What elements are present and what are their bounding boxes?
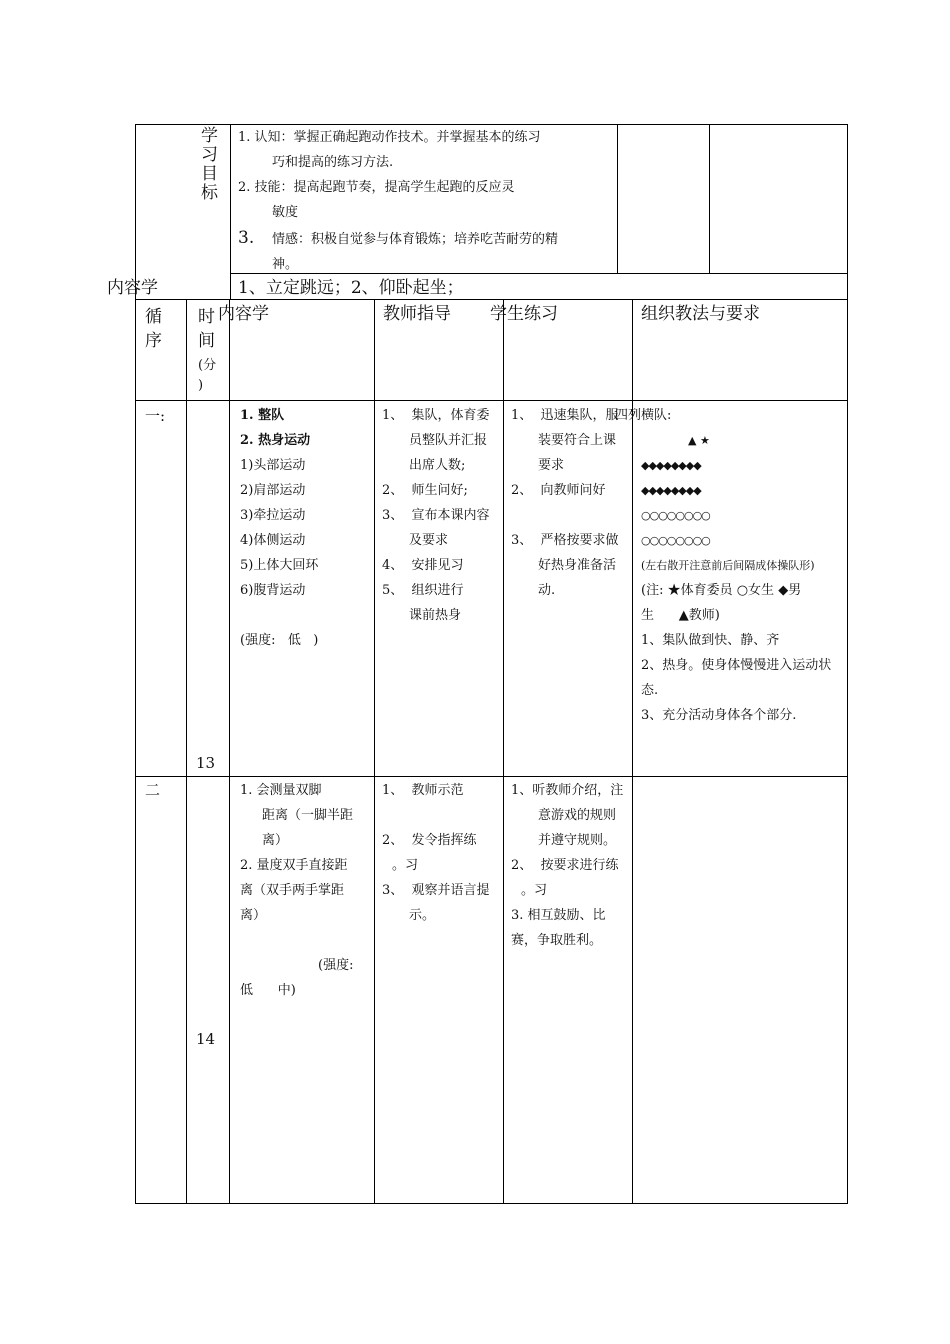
objectives-label: 学 习 目 标 [201, 126, 218, 203]
grid-line [709, 124, 710, 274]
student-item: 赛，争取胜利。 [511, 933, 603, 948]
section-time: 14 [196, 1030, 216, 1048]
grid-line [229, 299, 230, 1204]
org-point: 2、热身。使身体慢慢进入运动状 [641, 658, 832, 673]
header-teacher: 教师指导 [383, 304, 451, 324]
header-student: 学生练习 [490, 304, 558, 324]
student-item: 好热身准备活 [538, 558, 617, 573]
intensity-note: 低 中) [240, 983, 296, 998]
teacher-item: 及要求 [409, 533, 449, 548]
student-item: 3. 相互鼓励、比 [511, 908, 606, 923]
content-item: 2. 量度双手直接距 [240, 858, 348, 873]
content-item: 3)牵拉运动 [240, 508, 306, 523]
content-item: 距离（一脚半距 [262, 808, 354, 823]
content-row-text: 1、立定跳远；2、仰卧起坐； [238, 278, 464, 298]
grid-line [135, 776, 848, 777]
content-row-label: 内容学 [107, 278, 158, 298]
teacher-item: 2、 发令指挥练 [382, 833, 477, 848]
student-item: 并遵守规则。 [538, 833, 617, 848]
content-item: 离） [240, 908, 267, 923]
formation-legend: 生 ▲教师) [641, 608, 720, 623]
content-item: 2)肩部运动 [240, 483, 306, 498]
content-item: 6)腹背运动 [240, 583, 306, 598]
intensity-note: (强度: [318, 958, 354, 973]
header-seq: 循 序 [145, 307, 162, 351]
section-seq: 一: [145, 407, 166, 425]
objective-line: 神。 [272, 257, 299, 272]
grid-line [374, 299, 375, 1204]
student-item: 动. [538, 583, 556, 598]
objective-line: 巧和提高的练习方法. [272, 155, 394, 170]
teacher-item: 1、 集队，体育委 [382, 408, 490, 423]
content-item: 1. 整队 [240, 408, 285, 423]
teacher-item: 3、 观察并语言提 [382, 883, 490, 898]
header-org: 组织教法与要求 [641, 304, 760, 324]
org-point: 3、充分活动身体各个部分. [641, 708, 797, 723]
grid-line [186, 299, 187, 1204]
org-point: 1、集队做到快、静、齐 [641, 633, 780, 648]
objective-number: 3. [238, 228, 255, 248]
student-item: 1、 迅速集队，服 [511, 408, 619, 423]
teacher-item: 示。 [409, 908, 436, 923]
teacher-item: 出席人数; [409, 458, 466, 473]
grid-line [135, 400, 848, 401]
student-item: 意游戏的规则 [538, 808, 617, 823]
grid-line [503, 299, 504, 1204]
header-time-unit: (分 ) [198, 358, 217, 393]
objective-line: 敏度 [272, 205, 299, 220]
student-item: 2、 按要求进行练 [511, 858, 619, 873]
grid-line [135, 1203, 848, 1204]
section-time: 13 [196, 754, 216, 772]
content-item: 1. 会测量双脚 [240, 783, 322, 798]
formation-row: ◆◆◆◆◆◆◆◆ [641, 459, 701, 472]
student-item: 。习 [521, 883, 548, 898]
content-item: 4)体侧运动 [240, 533, 306, 548]
student-item: 2、 向教师问好 [511, 483, 606, 498]
teacher-item: 3、 宣布本课内容 [382, 508, 490, 523]
formation-note: (左右散开注意前后间隔成体操队形) [641, 559, 815, 572]
formation-leaders: ▲ ★ [688, 434, 710, 447]
grid-line [632, 299, 633, 1204]
student-item: 要求 [538, 458, 565, 473]
section-seq: 二 [145, 781, 161, 799]
grid-line [230, 124, 231, 300]
teacher-item: 1、 教师示范 [382, 783, 464, 798]
content-item: 2. 热身运动 [240, 433, 311, 448]
content-item: 5)上体大回环 [240, 558, 319, 573]
teacher-item: 5、 组织进行 [382, 583, 464, 598]
student-item: 装要符合上课 [538, 433, 617, 448]
formation-row: ○○○○○○○○ [641, 534, 710, 547]
content-item: 离） [262, 833, 289, 848]
formation-intro: 四列横队: [615, 408, 672, 423]
formation-row: ◆◆◆◆◆◆◆◆ [641, 484, 701, 497]
grid-line [847, 124, 848, 1204]
org-point: 态. [641, 683, 659, 698]
teacher-item: 4、 安排见习 [382, 558, 464, 573]
grid-line [230, 273, 848, 274]
content-item: 1)头部运动 [240, 458, 306, 473]
grid-line [617, 124, 618, 274]
objective-line: 1. 认知：掌握正确起跑动作技术。并掌握基本的练习 [238, 130, 541, 145]
header-content: 内容学 [218, 304, 269, 324]
objective-line: 2. 技能：提高起跑节奏，提高学生起跑的反应灵 [238, 180, 515, 195]
header-time: 时 间 [198, 307, 215, 351]
grid-line [135, 124, 848, 125]
intensity-note: (强度: 低 ) [240, 633, 319, 648]
student-item: 3、 严格按要求做 [511, 533, 619, 548]
grid-line [135, 299, 848, 300]
teacher-item: 课前热身 [409, 608, 462, 623]
student-item: 1、听教师介绍，注 [511, 783, 624, 798]
teacher-item: 。习 [392, 858, 419, 873]
content-item: 离（双手两手掌距 [240, 883, 345, 898]
objective-line: 情感：积极自觉参与体育锻炼；培养吃苦耐劳的精 [272, 232, 559, 247]
teacher-item: 员整队并汇报 [409, 433, 488, 448]
formation-row: ○○○○○○○○ [641, 509, 710, 522]
teacher-item: 2、 师生问好; [382, 483, 468, 498]
formation-legend: (注: ★体育委员 ○女生 ◆男 [641, 583, 802, 598]
